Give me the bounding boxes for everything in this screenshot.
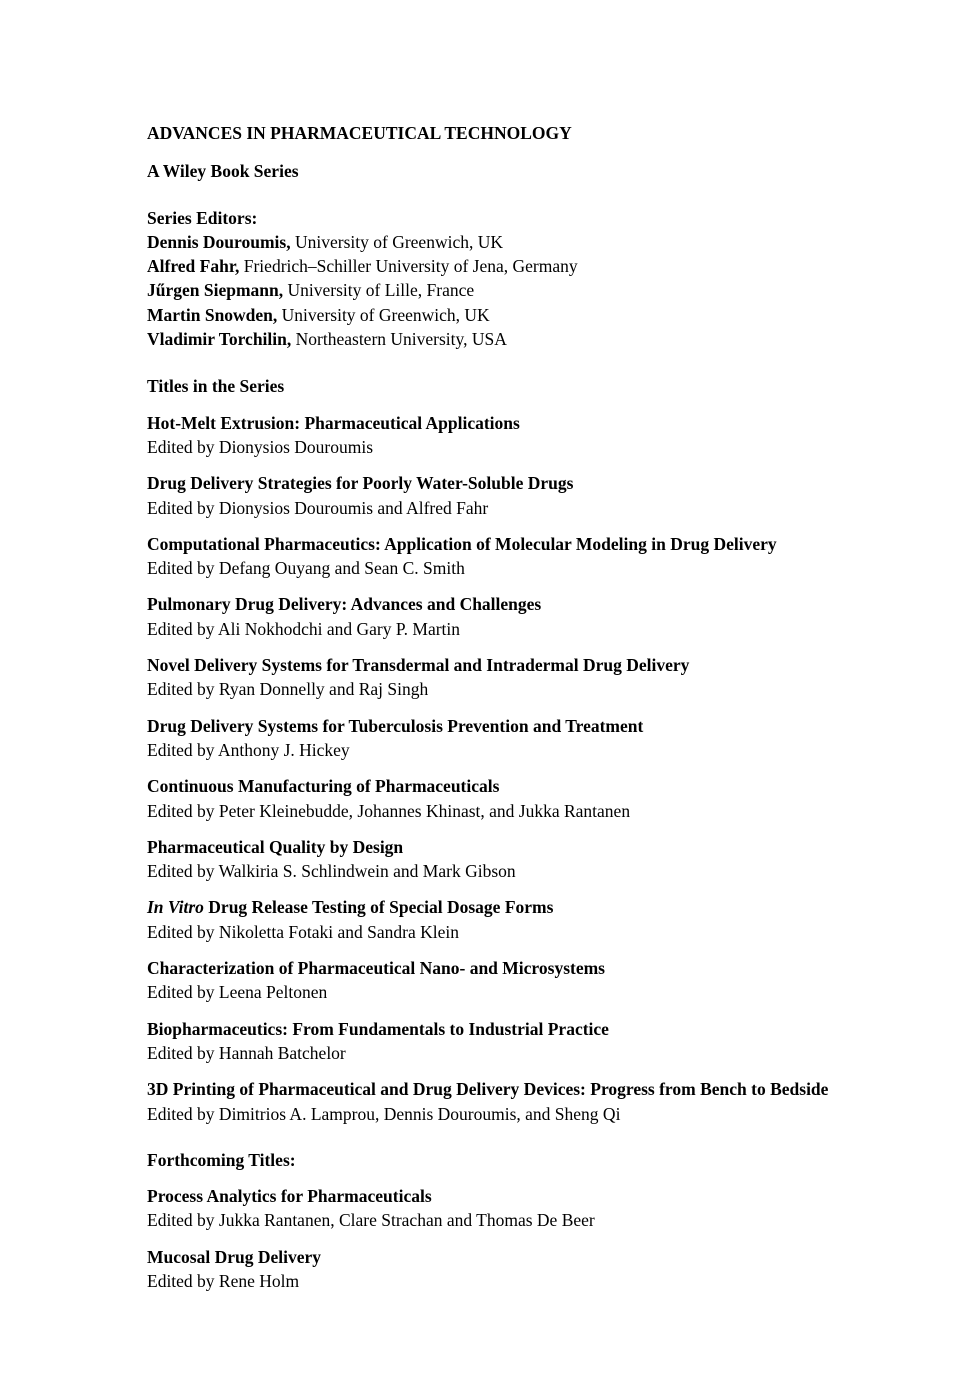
editor-name: Vladimir Torchilin, (147, 329, 292, 350)
book-edited-by: Edited by Nikoletta Fotaki and Sandra Klein (147, 921, 460, 942)
book-edited-by: Edited by Dimitrios A. Lamprou, Dennis Douroumis, and Sheng Qi (147, 1103, 621, 1124)
book-title: Continuous Manufacturing of Pharmaceuticals (147, 776, 500, 797)
book-edited-by: Edited by Anthony J. Hickey (147, 739, 350, 760)
book-entry (147, 471, 877, 520)
book-title (147, 895, 877, 919)
editor-line (147, 303, 877, 327)
book-title: Novel Delivery Systems for Transdermal and Intradermal Drug Delivery (147, 655, 690, 676)
book-entry (147, 1077, 877, 1126)
book-edited-by: Edited by Ali Nokhodchi and Gary P. Martin (147, 618, 461, 639)
book-title: Hot-Melt Extrusion: Pharmaceutical Applications (147, 412, 520, 433)
book-entry (147, 653, 877, 702)
book-edited-by: Edited by Walkiria S. Schlindwein and Mark Gibson (147, 861, 516, 882)
book-title-italic-part: In Vitro (147, 897, 204, 918)
titles-in-series-heading: Titles in the Series (147, 376, 285, 397)
book-edited-by: Edited by Hannah Batchelor (147, 1042, 346, 1063)
book-title: Drug Delivery Systems for Tuberculosis Prevention and Treatment (147, 715, 644, 736)
editor-line (147, 230, 877, 254)
book-title-rest: Drug Release Testing of Special Dosage Forms (203, 897, 554, 918)
series-editors-heading: Series Editors: (147, 207, 258, 228)
editor-affiliation: University of Greenwich, UK (281, 304, 490, 325)
book-entry (147, 411, 877, 460)
book-entry (147, 774, 877, 823)
book-edited-by: Edited by Jukka Rantanen, Clare Strachan and Thomas De Beer (147, 1210, 595, 1231)
editor-affiliation: University of Lille, France (287, 280, 475, 301)
book-title: Pulmonary Drug Delivery: Advances and Challenges (147, 594, 542, 615)
editor-affiliation: University of Greenwich, UK (294, 231, 503, 252)
editor-affiliation: Friedrich–Schiller University of Jena, Germany (243, 256, 578, 277)
book-entry (147, 532, 877, 581)
editor-name: Alfred Fahr, (147, 256, 240, 277)
forthcoming-book-entry (147, 1245, 877, 1294)
editor-line (147, 254, 877, 278)
editor-line (147, 278, 877, 302)
editor-name: Martin Snowden, (147, 304, 278, 325)
book-edited-by: Edited by Dionysios Douroumis (147, 436, 374, 457)
book-entry (147, 714, 877, 763)
editor-name: Jűrgen Siepmann, (147, 280, 284, 301)
book-entry (147, 895, 877, 944)
book-entry (147, 592, 877, 641)
book-title: Computational Pharmaceutics: Application of Molecular Modeling in Drug Delivery (147, 533, 777, 554)
book-entry (147, 835, 877, 884)
forthcoming-book-entry (147, 1184, 877, 1233)
book-edited-by: Edited by Rene Holm (147, 1270, 300, 1291)
series-subtitle: A Wiley Book Series (147, 161, 299, 182)
book-edited-by: Edited by Peter Kleinebudde, Johannes Khinast, and Jukka Rantanen (147, 800, 631, 821)
book-title: 3D Printing of Pharmaceutical and Drug Delivery Devices: Progress from Bench to Bedside (147, 1079, 829, 1100)
book-entry (147, 956, 877, 1005)
book-edited-by: Edited by Defang Ouyang and Sean C. Smith (147, 558, 465, 579)
book-title: Mucosal Drug Delivery (147, 1246, 321, 1267)
book-edited-by: Edited by Dionysios Douroumis and Alfred Fahr (147, 497, 489, 518)
editor-name: Dennis Douroumis, (147, 231, 291, 252)
editor-line (147, 327, 877, 351)
book-entry (147, 1017, 877, 1066)
book-title: Drug Delivery Strategies for Poorly Water-Soluble Drugs (147, 473, 574, 494)
page-content (147, 121, 877, 1293)
book-edited-by: Edited by Ryan Donnelly and Raj Singh (147, 679, 429, 700)
editor-affiliation: Northeastern University, USA (295, 329, 507, 350)
book-title: Pharmaceutical Quality by Design (147, 836, 404, 857)
book-title: Process Analytics for Pharmaceuticals (147, 1186, 432, 1207)
book-edited-by: Edited by Leena Peltonen (147, 982, 328, 1003)
book-title: Characterization of Pharmaceutical Nano- and Microsystems (147, 958, 605, 979)
book-title: Biopharmaceutics: From Fundamentals to Industrial Practice (147, 1018, 609, 1039)
series-title: ADVANCES IN PHARMACEUTICAL TECHNOLOGY (147, 123, 572, 143)
forthcoming-titles-heading: Forthcoming Titles: (147, 1149, 296, 1170)
